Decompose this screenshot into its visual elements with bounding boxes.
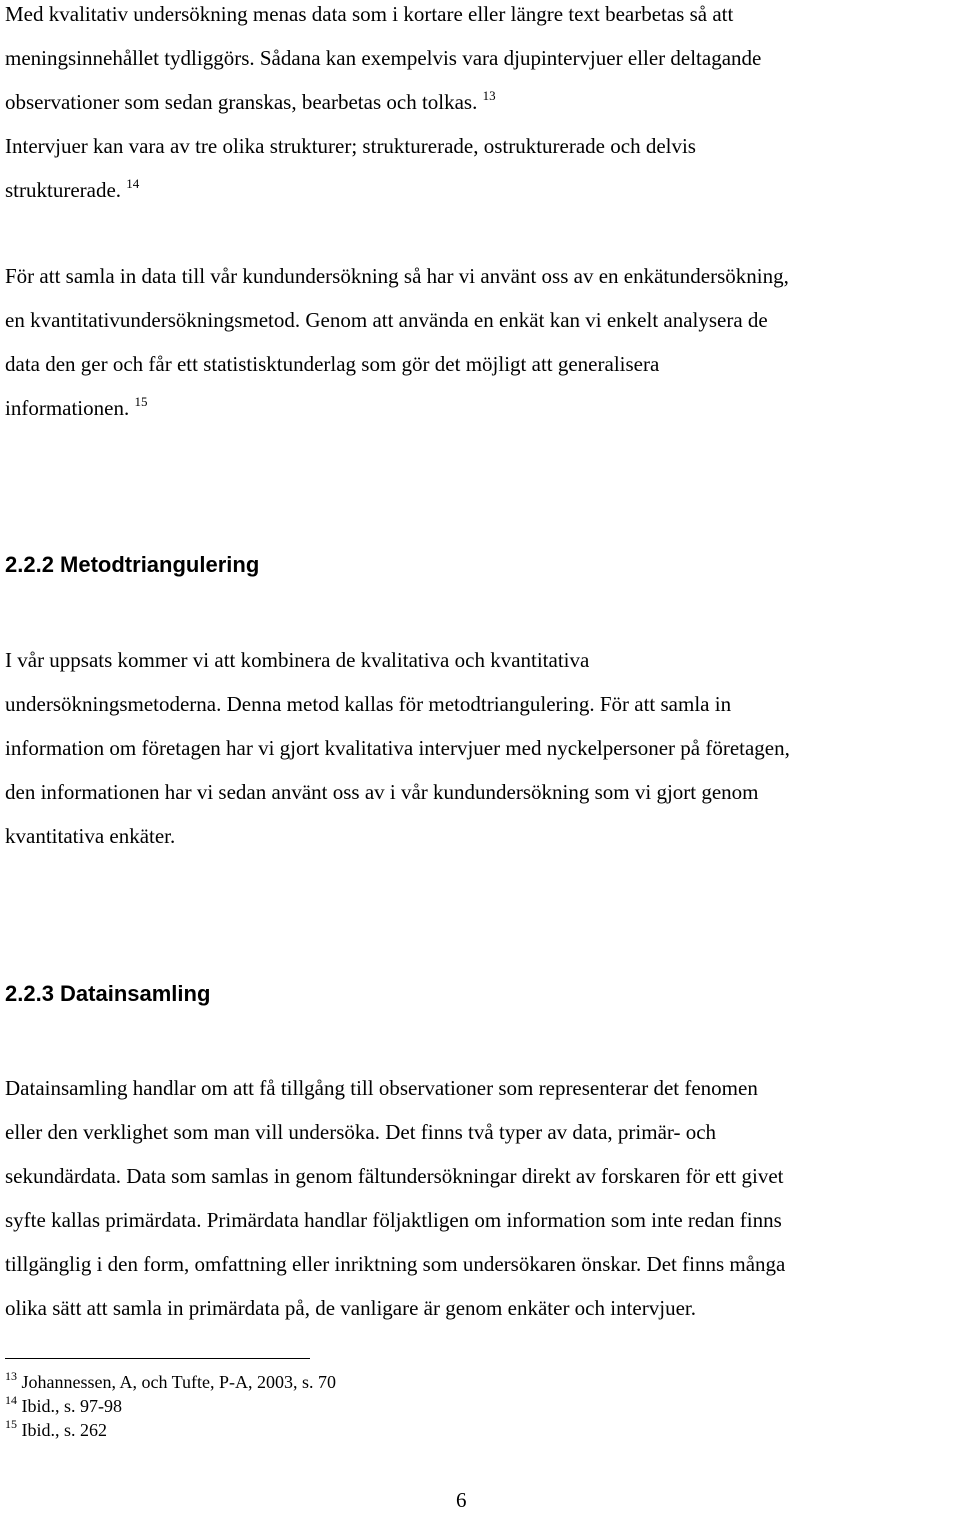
footnote-14 <box>5 1394 336 1418</box>
footnote-ref-13[interactable]: 13 <box>482 88 496 103</box>
footnote-number: 14 <box>5 1393 17 1407</box>
page-number: 6 <box>456 1488 467 1512</box>
footnote-ref-15[interactable]: 15 <box>134 394 148 409</box>
paragraph-text: Intervjuer kan vara av tre olika strukturer; strukturerade, ostrukturerade och delvis strukturerade. <box>5 134 696 202</box>
footnote-text: Ibid., s. 262 <box>21 1420 107 1440</box>
footnote-number: 15 <box>5 1417 17 1431</box>
paragraph-quantitative <box>5 254 789 430</box>
section-heading-datainsamling: 2.2.3 Datainsamling <box>5 981 211 1006</box>
paragraph-metodtriangulering: I vår uppsats kommer vi att kombinera de kvalitativa och kvantitativa undersökningsmetoderna. Denna metod kallas för metodtriangulering. För att samla in information om företagen har vi gjort kvalitativa intervjuer med nyckelpersoner på företagen, den informationen har vi sedan använt oss av i vår kundundersökning som vi gjort genom kvantitativa enkäter. <box>5 648 790 848</box>
footnote-13 <box>5 1370 336 1394</box>
footnote-text: Ibid., s. 97-98 <box>21 1396 122 1416</box>
paragraph-qualitative <box>5 0 761 212</box>
footnotes <box>5 1370 336 1442</box>
paragraph-text: För att samla in data till vår kundundersökning så har vi använt oss av en enkätundersökning, en kvantitativundersökningsmetod. Genom att använda en enkät kan vi enkelt analysera de data den ger och får ett statistisktunderlag som gör det möjligt att generalisera informationen. <box>5 264 789 420</box>
footnote-text: Johannessen, A, och Tufte, P-A, 2003, s. 70 <box>21 1372 337 1392</box>
paragraph-datainsamling: Datainsamling handlar om att få tillgång till observationer som representerar det fenomen eller den verklighet som man vill undersöka. Det finns två typer av data, primär- och sekundärdata. Data som samlas in genom fältundersökningar direkt av forskaren för ett givet syfte kallas primärdata. Primärdata handlar följaktligen om information som inte redan finns tillgänglig i den form, omfattning eller inriktning som undersökaren önskar. Det finns många olika sätt att samla in primärdata på, de vanligare är genom enkäter och intervjuer. <box>5 1076 786 1320</box>
footnote-number: 13 <box>5 1369 17 1383</box>
footnote-divider <box>5 1358 310 1359</box>
section-heading-metodtriangulering: 2.2.2 Metodtriangulering <box>5 552 260 577</box>
footnote-15 <box>5 1418 336 1442</box>
paragraph-text: Med kvalitativ undersökning menas data som i kortare eller längre text bearbetas så att meningsinnehållet tydliggörs. Sådana kan exempelvis vara djupintervjuer eller deltagande observationer som sedan granskas, bearbetas och tolkas. <box>5 2 762 114</box>
footnote-ref-14[interactable]: 14 <box>126 176 140 191</box>
